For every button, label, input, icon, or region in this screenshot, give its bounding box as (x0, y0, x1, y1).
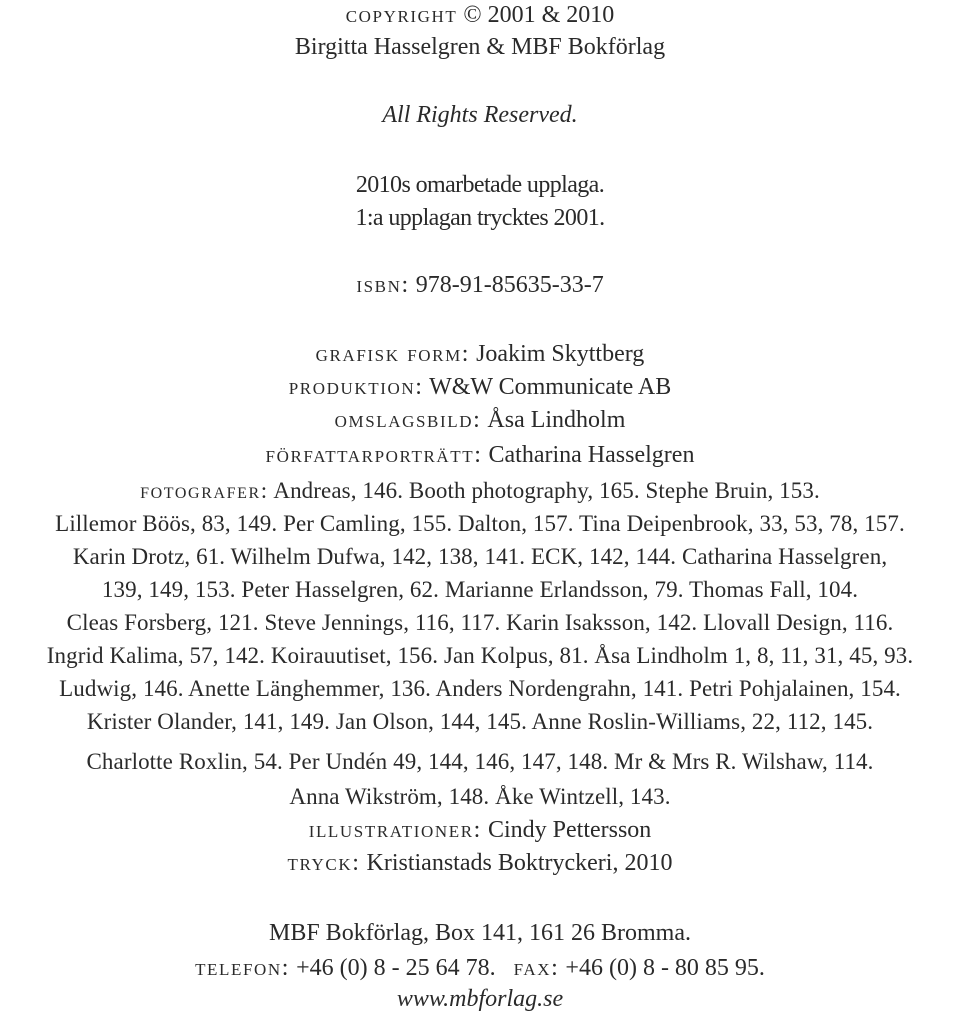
fotografer-line-5: Cleas Forsberg, 121. Steve Jennings, 116, 117. Karin Isaksson, 142. Llovall Design, 116. (66, 610, 894, 635)
publisher-address: MBF Bokförlag, Box 141, 161 26 Bromma. (268, 920, 691, 946)
fotografer-text-1: Andreas, 146. Booth photography, 165. Stephe Bruin, 153. (273, 478, 820, 503)
produktion-value: W&W Communicate AB (429, 374, 672, 400)
fotografer-line-1 (0, 476, 960, 506)
illustrationer-label: illustrationer: (308, 817, 482, 843)
telefon-value: +46 (0) 8 - 25 64 78. (296, 955, 496, 981)
tryck-line (0, 848, 960, 878)
fax-label: fax: (513, 955, 560, 981)
copyright-line (0, 0, 960, 30)
contact-line (0, 953, 960, 983)
isbn-label: isbn: (356, 272, 410, 298)
telefon-label: telefon: (195, 955, 291, 981)
edition-revised: 2010s omarbetade upplaga. (355, 172, 605, 198)
fotografer-line-2: Lillemor Böös, 83, 149. Per Camling, 155. Dalton, 157. Tina Deipenbrook, 33, 53, 78, 157. (55, 511, 905, 536)
forfattarportratt-value: Catharina Hasselgren (488, 442, 695, 468)
omslagsbild-line (0, 405, 960, 435)
copyright-holders: Birgitta Hasselgren & MBF Bokförlag (294, 34, 666, 60)
rights-statement: All Rights Reserved. (382, 102, 578, 128)
omslagsbild-label: omslagsbild: (334, 407, 482, 433)
fotografer-label: fotografer: (140, 478, 269, 503)
fotografer-line-9: Charlotte Roxlin, 54. Per Undén 49, 144, 146, 147, 148. Mr & Mrs R. Wilshaw, 114. (86, 749, 874, 774)
tryck-value: Kristianstads Boktryckeri, 2010 (366, 850, 673, 876)
forfattarportratt-line (0, 440, 960, 470)
fotografer-line-6: Ingrid Kalima, 57, 142. Koirauutiset, 156. Jan Kolpus, 81. Åsa Lindholm 1, 8, 11, 31, 45, 93. (46, 643, 914, 668)
grafisk-form-value: Joakim Skyttberg (476, 341, 645, 367)
copyright-years: © 2001 & 2010 (463, 2, 615, 28)
fax-value: +46 (0) 8 - 80 85 95. (565, 955, 765, 981)
forfattarportratt-label: författarporträtt: (265, 442, 483, 468)
illustrationer-value: Cindy Pettersson (487, 817, 652, 843)
website-link[interactable]: www.mbforlag.se (396, 986, 564, 1012)
fotografer-line-3: Karin Drotz, 61. Wilhelm Dufwa, 142, 138, 141. ECK, 142, 144. Catharina Hasselgren, (72, 544, 888, 569)
tryck-label: tryck: (287, 850, 361, 876)
fotografer-line-4: 139, 149, 153. Peter Hasselgren, 62. Marianne Erlandsson, 79. Thomas Fall, 104. (101, 577, 859, 602)
grafisk-form-line (0, 339, 960, 369)
fotografer-line-7: Ludwig, 146. Anette Länghemmer, 136. Anders Nordengrahn, 141. Petri Pohjalainen, 154. (59, 676, 901, 701)
grafisk-form-label: grafisk form: (315, 341, 471, 367)
isbn-line (0, 270, 960, 300)
fotografer-line-10: Anna Wikström, 148. Åke Wintzell, 143. (289, 784, 671, 809)
produktion-label: produktion: (288, 374, 424, 400)
isbn-value: 978-91-85635-33-7 (415, 272, 604, 298)
copyright-label: copyright (345, 2, 458, 28)
illustrationer-line (0, 815, 960, 845)
produktion-line (0, 372, 960, 402)
fotografer-line-8: Krister Olander, 141, 149. Jan Olson, 144, 145. Anne Roslin-Williams, 22, 112, 145. (86, 709, 874, 734)
edition-first: 1:a upplagan trycktes 2001. (355, 205, 605, 231)
omslagsbild-value: Åsa Lindholm (487, 407, 626, 433)
